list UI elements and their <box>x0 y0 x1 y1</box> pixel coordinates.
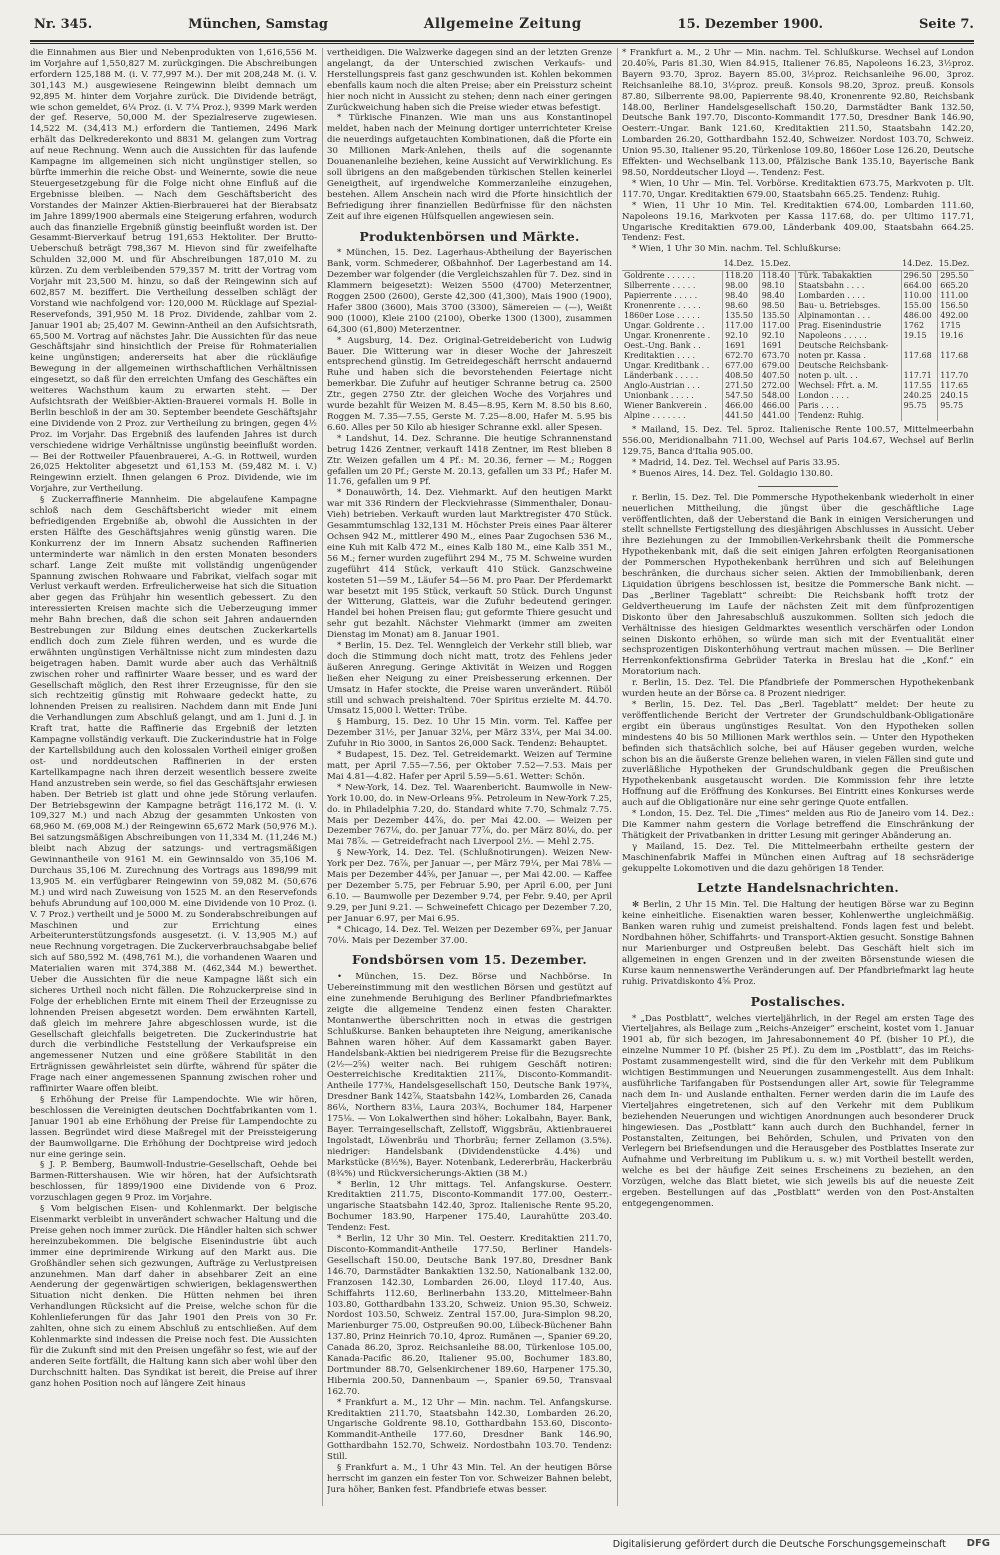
table-cell <box>901 341 938 351</box>
table-cell: Unionbank . . . . . <box>622 391 723 401</box>
bank-news: γ Mailand, 15. Dez. Tel. Die Mittelmeerbahn ertheilte gestern der Maschinenfabrik Maffei in München einen Auftrag auf 18 sechsräderige gekuppelte Lokomotiven und die dazu gehörigen 18 Tender. <box>622 841 974 874</box>
post-news: * „Das Postblatt“, welches vierteljährlich, in der Regel am ersten Tage des Vierteljahres, als Beilage zum „Reichs-Anzeiger“ erscheint, kostet vom 1. Januar 1901 ab, für sich bezogen, im Jahresabonnement 40 Pf. (bisher 10 Pf.), die einzelne Nummer 10 Pf. (bisher 25 Pf.). Zu dem im „Postblatt“, das im Reichs-Postamt zusammengestellt wird, sind die für den Verkehr mit dem Publikum wichtigen Bestimmungen und Neuerungen zusammengestellt. Aus dem Inhalt: ausführliche Tarifangaben für Postsendungen aller Art, sowie für Telegramme nach dem In- und Auslande enthalten. Ferner werden darin die im Laufe des Vierteljahres eingetretenen, sich auf den Verkehr mit dem Publikum beziehenden Neuerungen und wichtigen Anordnungen auch besonderer Druck hingewiesen. Das „Postblatt“ kann auch durch den Buchhandel, ferner in Postanstalten, Zeitungen, bei Behörden, Schulen, und Privaten von den Verlegern bei Briefsendungen und die Herausgeber des Postblattes Inserate zur Aufnahme und Verbreitung im Publikum u. s. w.) mit Vortheil bestellt werden, welche es bei der häufige Zeit seines Erscheinens zu beziehen, an den Vorzügen, welche das Blatt bietet, wie sich jeweils bis auf die neueste Zeit ergeben. Bestellungen auf das „Postblatt“ werden von den Post-Anstalten entgegengenommen. <box>622 1013 974 1209</box>
table-cell: 117.65 <box>940 381 969 391</box>
separator-rule <box>758 486 838 487</box>
article-paragraph: die Einnahmen aus Bier und Nebenprodukten von 1,616,556 M. im Vorjahre auf 1,550,827 M. zurückgingen. Die Abschreibungen erfordern 125,188 M. (i. V. 77,997 M.). Der mit 208,248 M. (i. V. 301,143 M.) ausgewiesene Reingewinn bleibt demnach um 92,895 M. hinter dem Vorjahre zurück. Die Dividende beträgt, wie schon gemeldet, 6¼ Proz. (i. V. 7¼ Proz.), 9399 Mark werden der gef. Reserve, 50,000 M. der Spezialreserve zugewiesen. 14,522 M. (34,413 M.) erfordern die Tantiemen, 2496 Mark erhält das Delkrederekonto und 8831 M. gelangen zum Vortrag auf neue Rechnung. Wenn auch die Aussichten für das laufende Kampagne im allgemeinen sich nicht ungünstiger stellen, so bürfte immerhin die reiche Obst- und Weinernte, sowie die neue Steuergesetzgebung für die Folge nicht ohne Einfluß auf die Ergebnisse bleiben. — Nach dem Geschäftsbericht des Vorstandes der Mainzer Aktien-Bierbrauerei hat der Bierabsatz im Jahre 1899/1900 abermals eine Steigerung erfahren, wodurch auch das finanzielle Ergebniß günstig beeinflußt worden ist. Der Gesammt-Bierverkauf betrug 191,653 Hektoliter. Der Brutto-Ueberschuß beträgt 798,367 M. Hievon sind für zweifelhafte Schulden 32,000 M. und für Abschreibungen 187,010 M. zu kürzen. Zu dem verbleibenden 579,357 M. tritt der Vortrag vom Vorjahr mit 23,500 M. hinzu, so daß der Reingewinn sich auf 602,857 M. beziffert. Die Vertheilung desselben schlägt der Vorstand wie nachfolgend vor: 120,000 M. Rücklage auf Spezial-Reservefonds, 391,950 M. 18 Proz. Dividende, zahlbar vom 2. Januar 1901 ab; 25,407 M. Gewinn-Antheil an den Aufsichtsrath, 65,500 M. Vortrag auf nächstes Jahr. Die Aussichten für das neue Geschäftsjahr sind hinsichtlich der Preise für Rohmaterialien keine ungünstigen; andererseits hat aber die rückläufige Bewegung in der allgemeinen wirthschaftlichen Verhältnissen eingesetzt, so daß für den erreichten Umfang des Geschäftes ein weiteres Wachsthum kaum zu erwarten steht. — Der Aufsichtsrath der Weißbier-Aktien-Brauerei vormals H. Bolle in Berlin beschloß in der am 30. September beendete Geschäftsjahr eine Dividende von 2 Proz. zur Vertheilung zu bringen, gegen 4½ Proz. im Vorjahr. Das Ergebniß des laufenden Jahres ist durch verschiedene widrige Verhältnisse ungünstig beeinflußt worden. — Bei der Rottweiler Pfauenbrauerei, A.-G. in Rottweil, wurden 26,025 Hektoliter abgesetzt und 61,153 M. (59,482 M. i. V.) Reingewinn erzielt. Ihnen gelangen 6 Proz. Dividende, wie im Vorjahre, zur Vertheilung. <box>30 48 317 495</box>
table-cell: 117.68 <box>901 351 938 361</box>
table-cell: Papierrente . . . . . <box>622 291 723 301</box>
table-cell: 677.00 <box>723 361 760 371</box>
table-cell: 548.00 <box>759 391 796 401</box>
table-cell: Goldrente . . . . . . <box>622 271 723 282</box>
table-cell: 98.10 <box>759 281 796 291</box>
table-cell: 296.50 <box>901 271 938 282</box>
table-header-cell <box>622 258 723 271</box>
table-cell: 441.50 <box>723 411 760 421</box>
table-cell: 98.00 <box>723 281 760 291</box>
table-row <box>622 401 974 411</box>
table-cell: 110.00 <box>901 291 938 301</box>
table-cell: 19.16 <box>940 331 964 341</box>
exchange-report: * Frankfurt a. M., 2 Uhr — Min. nachm. Tel. Schlußkurse. Wechsel auf London 20.40⅝, Paris 81.30, Wien 84.915, Italiener 76.85, Napoleons 16.23, 3½proz. Bayern 93.70, 3proz. Bayern 85.00, 3½proz. Reichsanleihe 96.00, 3proz. Reichsanleihe 88.10, 3½proz. preuß. Konsols 98.20, 3proz. preuß. Konsols 87.80, Silberrente 98.00, Papierrente 98.40, Kronenrente 92.80, Reichsbank 148.00, Berliner Handelsgesellschaft 150.20, Darmstädter Bank 132.50, Deutsche Bank 197.70, Disconto-Kommandit 177.50, Dresdner Bank 146.90, Oesterr.-Ungar. Bank 121.60, Kreditaktien 211.50, Staatsbahn 142.20, Lombarden 26.20, Gotthardbahn 152.40, Schweizer. Nordost 103.70, Schweiz. Union 95.30, Italiener 95.20, Türkenlose 109.80, 1860er Lose 126.20, Deutsche Effekten- und Wechselbank 113.00, Pfälzische Bank 135.10, Bayerische Bank 98.50, Norddeutscher Lloyd —. Tendenz: Fest. <box>622 48 974 178</box>
table-cell: 135.50 <box>723 311 760 321</box>
article-paragraph: § Zuckerraffinerie Mannheim. Die abgelaufene Kampagne schloß nach dem Geschäftsbericht wieder mit einem befriedigenden Ergebniße ab, obwohl die Aussichten in der ersten Hälfte des Geschäftsjahres wenig günstig waren. Die Konkurrenz der im Innern Absatz suchenden Raffinerien unterminderte war nämlich in den ersten Monaten besonders scharf. Lange Zeit mußte mit vollständig ungenügender Spannung zwischen Rohwaare und Fabrikat, vielfach sogar mit Verlust verkauft werden. Erfreulicherweise hat sich die Situation aber gegen das Frühjahr hin wesentlich gebessert. Zu den interessierten Kreisen machte sich die Ueberzeugung immer mehr Bahn brechen, daß die schon seit Jahren andauernden Bestrebungen zur Bildung eines deutschen Zuckerkartells endlich doch zum Ziele führen werden, und es wurde die erwähnten ungünstigen Verhältnisse nicht zum mindesten dazu beigetragen haben. Damit wurde aber auch das Verhältniß zwischen roher und raffinirter Waare besser, und es ward der Gesellschaft möglich, den Rest ihrer Erzeugnisse, für den sie sich rechtzeitig günstig mit Rohwaare gedeckt hatte, zu lohnenden Preisen zu realisiren. Nachdem dann mit Ende Juni die Verhandlungen zum Abschluß gelangt, und am 1. Juni d. J. in Kraft trat, hatte die Raffinerie das Ergebniß der letzten Kampagne vollständig verkauft. Die Zuckerindustrie hat in Folge der Kartellsbildung auch den kolossalen Vortheil einiger großen ost- und norddeutschen Raffinerien in der ersten Kartellkampagne nach ihren derzeit wesentlich bessere zweite Hand anzustreben sein werde, so fiel das Geschäftsjahr erwiesen haben. Der Betrieb ist glatt und ohne jede Störung verlaufen. Der Betriebsgewinn der Kampagne beträgt 116,172 M. (i. V. 109,327 M.) und nach Abzug der gesammten Unkosten von 68,960 M. (69,008 M.) der Reingewinn 65,672 Mark (50,976 M.). Bei satzungsmäßigen Abschreibungen von 11,334 M. (11,246 M.) bleibt nach Abzug der satzungs- und vertragsmäßigen Gewinnantheile von 9161 M. ein Gewinnsaldo von 35,106 M. Durchaus 35,106 M. Zurechnung des Vortrags aus 1898/99 mit 13,905 M. ein verfügbarer Reingewinn von 59,082 M. (50,676 M.) und wird nach Zuweisung von 1525 M. an den Reservefonds behufs Abrundung auf 100,000 M. eine Dividende von 10 Proz. (i. V. 7 Proz.) vertheilt und je 5000 M. zu Sonderabschreibungen auf Maschinen und zur Errichtung eines Arbeiterunterstützungsfonds ausgesetzt. (i. V. 13,905 M.) auf neue Rechnung vorgetragen. Die Zuckerverbrauchsabgabe belief sich auf 580,592 M. (498,761 M.), die vorhandenen Waaren und Materialien waren mit 374,388 M. (462,344 M.) bewerthet. Ueber die Aussichten für die neue Kampagne läßt sich ein sicheres Urtheil noch nicht fällen. Die Rohzuckerpreise sind in Folge der erheblichen Ernte mit einem Theil der Erzeugnisse zu lohnenden Preisen abgesetzt worden. Dem erwähnten Kartell, daß gleich im mehrere Jahre abgeschlossen wurde, ist die Gesellschaft gleichfalls beigetreten. Die Zuckerindustrie hat durch die verbindliche Feststellung der Verkaufspreise ein angemessener Nutzen und eine größere Stabilität in den Erträgnissen gewährleistet sein dürfte, während für später die Frage nach einer angemessenen Spannung zwischen roher und raffinirter Waare offen bleibt. <box>30 495 317 1095</box>
table-header-row <box>622 258 974 271</box>
table-cell: 240.25 <box>901 391 938 401</box>
table-cell: 98.40 <box>759 291 796 301</box>
dfg-logo: DFG <box>966 1538 990 1549</box>
market-report: * New-York, 14. Dez. Tel. Waarenbericht. Baumwolle in New-York 10.00, do. in New-Orleans 9⅝. Petroleum in New-York 7.25, do. in Philadelphia 7.20, do. Standard white 7.70, Schmalz 7.75. Mais per Dezember 44⅞, do. per Mai 42.00. — Weizen per Dezember 767⅛, do. per Januar 77⅞, do. per März 80⅛, do. per Mai 78⅞. — Getreidefracht nach Liverpool 2½. — Mehl 2.75. <box>327 782 612 848</box>
market-report: § Hamburg, 15. Dez. 10 Uhr 15 Min. vorm. Tel. Kaffee per Dezember 31½, per Januar 32⅛, per März 33¼, per Mai 34.00. Zufuhr in Rio 3000, in Santos 26,000 Sack. Tendenz: Behauptet. <box>327 717 612 750</box>
table-cell: 672.70 <box>723 351 760 361</box>
bank-news: r. Berlin, 15. Dez. Tel. Die Pfandbriefe der Pommerschen Hypothekenbank wurden heute an der Börse ca. 8 Prozent niedriger. <box>622 678 974 700</box>
table-cell: 156.50 <box>940 301 969 311</box>
table-cell: Alpinamontan . . . <box>796 311 901 321</box>
table-cell: Tendenz: Ruhig. <box>796 411 901 421</box>
table-cell: 407.50 <box>759 371 796 381</box>
table-cell: 441.00 <box>759 411 796 421</box>
table-cell: Kreditaktien . . . . <box>622 351 723 361</box>
table-header-cell: 14.Dez. <box>723 258 760 271</box>
column-divider <box>322 48 323 1506</box>
table-cell: Alpine . . . . . . . <box>622 411 723 421</box>
table-cell: 492.00 <box>940 311 969 321</box>
table-cell: Ungar. Goldrente . . <box>622 321 723 331</box>
table-cell: Anglo-Austrian . . . <box>622 381 723 391</box>
table-cell: Kronenrente . . . . . <box>622 301 723 311</box>
column-2 <box>327 48 612 1506</box>
table-row <box>622 371 974 381</box>
table-cell: Lombarden . . . . <box>796 291 901 301</box>
table-cell: Prag. Eisenindustrie <box>796 321 901 331</box>
market-report: § New-York, 14. Dez. Tel. (Schlußnotirungen). Weizen New-York per Dez. 76⅞, per Januar —, per März 79¼, per Mai 78⅛ — Mais per Dezember 44⅝, per Januar —, per Mai 42.00. — Kaffee per Dezember 5.75, per Februar 5.90, per April 6.00, per Juni 6.10. — Baumwolle per Dezember 9.74, per Febr. 9.40, per April 9.29, per Juni 9.21. — Schweinefett Chicago per Dezember 7.20, per Januar 6.97, per Mai 6.95. <box>327 848 612 924</box>
table-row <box>622 311 974 321</box>
digitization-footer <box>0 1534 1000 1555</box>
place-and-day: München, Samstag <box>188 17 328 32</box>
table-cell: Staatsbahn . . . . <box>796 281 901 291</box>
exchange-report: * Wien, 11 Uhr 10 Min. Tel. Kreditaktien 674.00, Lombarden 111.60, Napoleons 19.16, Markvoten per Kassa 117.68, do. per Ultimo 117.71, Ungarische Kreditaktien 679.00, Länderbank 409.00, Staatsbahn 664.25. Tendenz: Fest. <box>622 200 974 244</box>
table-header-cell: 14.Dez. <box>901 258 938 271</box>
table-cell: Napoleons . . . . . <box>796 331 901 341</box>
table-row <box>622 301 974 311</box>
table-cell: Deutsche Reichsbank- <box>796 341 901 351</box>
table-cell: 98.60 <box>723 301 760 311</box>
column-1 <box>30 48 317 1506</box>
funds-report: * Frankfurt a. M., 12 Uhr — Min. nachm. Tel. Anfangskurse. Kreditaktien 211.70, Staatsbahn 142.30, Lombarden 26.20, Ungarische Goldrente 98.10, Gotthardbahn 153.60, Disconto-Kommandit-Antheile 177.60, Dresdner Bank 146.90, Gotthardbahn 152.70, Schweiz. Nordostbahn 103.70. Tendenz: Still. <box>327 1397 612 1463</box>
exchange-report: * Mailand, 15. Dez. Tel. 5proz. Italienische Rente 100.57, Mittelmeerbahn 556.00, Meridionalbahn 711.00, Wechsel auf Paris 104.67, Wechsel auf Berlin 129.75, Banca d'Italia 905.00. <box>622 425 974 458</box>
table-cell: 117.68 <box>940 351 969 361</box>
column-divider <box>617 48 618 1506</box>
table-cell <box>901 361 938 371</box>
table-cell <box>938 411 974 421</box>
article-paragraph: * Türkische Finanzen. Wie man uns aus Konstantinopel meldet, haben nach der Meinung dortiger unterrichteter Kreise die neuerdings aufgetauchten Kombinationen, daß die Pforte ein 30 Millionen Mark-Anlehen, theils auf die sogenannte Douanenanleihe beziehen, keine Aussicht auf Verwirklichung. Es soll übrigens an den maßgebenden türkischen Stellen keinerlei Geneigtheit, auf irgendwelche Kommerzanleihe einzugehen, bestehen. Allem Anschein nach wird die Pforte hinsichtlich der Befriedigung ihrer finanziellen Bedürfnisse für den nächsten Zeit auf ihre eigenen Hülfsquellen angewiesen sein. <box>327 113 612 222</box>
table-cell: Deutsche Reichsbank- <box>796 361 901 371</box>
table-header-cell: 15.Dez. <box>759 258 796 271</box>
bank-news: * London, 15. Dez. Tel. Die „Times“ melden aus Rio de Janeiro vom 14. Dez.: Die Kammer nahm gestern die Vorlage betreffend die Einschränkung der Thätigkeit der Privatbanken in dritter Lesung mit geringer Abänderung an. <box>622 809 974 841</box>
table-row <box>622 381 974 391</box>
table-header-cell: 15.Dez. <box>938 258 974 271</box>
exchange-report: * Wien, 10 Uhr — Min. Tel. Vorbörse. Kreditaktien 673.75, Markvoten p. Ult. 117.70, Ungar. Kreditaktien 679.00, Staatsbahn 665.25. Tendenz: Ruhig. <box>622 178 974 200</box>
table-cell: 664.00 <box>901 281 938 291</box>
funds-report: * Berlin, 12 Uhr mittags. Tel. Anfangskurse. Oesterr. Kreditaktien 211.75, Disconto-Kommandit 177.00, Oesterr.-ungarische Staatsbahn 142.40, 3proz. Italienische Rente 95.20, Bochumer 183.90, Harpener 175.40, Laurahütte 203.40. Tendenz: Fest. <box>327 1179 612 1234</box>
bank-news: * Berlin, 15. Dez. Tel. Das „Berl. Tageblatt“ meldet: Der heute zu veröffentlichende Bericht der Vertreter der Grundschuldbank-Obligationäre ergibt ein überaus ungünstiges Resultat. Von den Hypotheken sollen mindestens 40 bis 50 Millionen Mark werthlos sein. — Unter den Hypotheken befinden sich thatsächlich solche, bei auf Häuser gegeben wurden, welche schon bis an die äußerste Grenze beliehen waren, in vielen Fällen sind gute und zuverläßliche Hypotheken der Grundschuldbank gegen die Preußischen Hypothekenbank ausgetauscht worden. Die Kommission fehr ihre letzte Hoffnung auf die Eröffnung des Konkurses. Bei Eintritt eines Konkurses werde auch auf die Obligationäre nur eine sehr geringe Quote entfallen. <box>622 699 974 809</box>
funds-report: • München, 15. Dez. Börse und Nachbörse. In Uebereinstimmung mit den westlichen Börsen und gestützt auf eine zunehmende Beruhigung des Berliner Pfandbriefmarktes zeigte die allgemeine Tendenz einen festen Charakter. Montanwerthe überschritten noch in etwas die gestrigen Schlußkurse. Banken behaupteten ihre Neigung, amerikanische Bahnen waren höher. Auf dem Kassamarkt gaben Bayer. Handelsbank-Aktien bei niedrigerem Preise für die Bezugsrechte (2½—2⅝) weiter nach. Bei ruhigem Geschäft notiren: Oesterreichische Kreditaktien 211⅞, Disconto-Kommandit-Antheile 177⅜, Handelsgesellschaft 150, Deutsche Bank 197¾, Dresdner Bank 142⅞, Staatsbahn 142¾, Lombarden 26, Canada 86⅛, Northern 83⅛, Laura 203¾, Bochumer 184, Harpener 175⅛. — Von Lokalwerthen sind höher: Lokalbahn, Bayer. Bank, Bayer. Terraingesellschaft, Zellstoff, Wiggsbräu, Aktienbrauerei Ingolstadt, Löwenbräu und Thorbräu; ferner Zellamon (3.5%). niedriger: Handelsbank (Dividendenstücke 4.4%) und Markstücke (8½%), Bayer. Notenbank, Ledererbräu, Hackerbräu (8¾%) und Rückversicherungs-Aktien (38 M.) <box>327 972 612 1179</box>
exchange-report: * Madrid, 14. Dez. Tel. Wechsel auf Paris 33.95. <box>632 457 840 468</box>
table-cell <box>938 361 974 371</box>
table-cell: 673.70 <box>759 351 796 361</box>
article-paragraph: § Erhöhung der Preise für Lampendochte. Wie wir hören, beschlossen die Vereinigten deutschen Dochtfabrikanten vom 1. Januar 1901 ab eine Erhöhung der Preise für Lampendochte zu lassen. Begründet wird diese Maßregel mit der Preissteigerung der Baumwollgarne. Die Erhöhung der Dochtpreise wird jedoch nur eine geringe sein. <box>30 1095 317 1160</box>
table-row <box>622 351 974 361</box>
article-paragraph: § Vom belgischen Eisen- und Kohlenmarkt. Der belgische Eisenmarkt verbleibt in unverändert schwacher Haltung und die Preise gehen noch immer zurück. Die Händler halten sich schwer hereinzubekommen. Die belgische Eisenindustrie übt auch immer eine deprimirende Wirkung auf den Markt aus. Die Großhändler sehen sich gezwungen, Aufträge zu Verlustpreisen anzunehmen. Man darf daher in absehbarer Zeit an eine Aenderung der gegenwärtigen schwierigen, beklagenswerthen Situation nicht denken. Die Hütten nehmen bei ihren Verhandlungen Rücksicht auf die Preise, welche schon für die Kohlenlieferungen für das Jahr 1901 den Preis von 30 Fr. zahlten, ohne sich zu einem Abschluß zu entschließen. Auf dem Kohlenmarkte sind indessen die Preise noch fest. Die Aussichten für die Zukunft sind mit den Preisen ungefähr so fest, wie auf der anderen Seite fortfällt, die Haltung kann sich aber wohl über den Durchschnitt halten. Das Syndikat ist bereit, die Preise auf ihrer ganz hohen Position noch auf längere Zeit hinaus <box>30 1204 317 1389</box>
market-report: * Budapest, 15. Dez. Tel. Getreidemarkt. Weizen auf Termine matt, per April 7.55—7.56, per Oktober 7.52—7.53. Mais per Mai 4.81—4.82. Hafer per April 5.59—5.61. Wetter: Schön. <box>327 750 612 782</box>
table-cell: 665.20 <box>940 281 969 291</box>
exchange-report: * Wien, 1 Uhr 30 Min. nachm. Tel. Schlußkurse: <box>632 244 842 255</box>
table-row <box>622 271 974 282</box>
funds-report: * Berlin, 12 Uhr 30 Min. Tel. Oesterr. Kreditaktien 211.70, Disconto-Kommandit-Antheile 177.50, Berliner Handels-Gesellschaft 150.00, Deutsche Bank 197.80, Dresdner Bank 146.70, Darmstädter Bankaktien 132.50, Nationalbank 132.00, Franzosen 142.30, Lombarden 26.00, Lloyd 117.40, Aus. Schiffahrts 112.60, Berlinerbahn 133.20, Mittelmeer-Bahn 103.80, Gotthardbahn 133.20, Schweiz. Union 95.30, Schweiz. Nordost 103.50, Schweiz. Zentral 157.00, Jura-Simplon 98.20, Marienburger 75.00, Ostpreußen 90.00, Lübeck-Büchener Bahn 137.80, Prinz Heinrich 70.10, 4proz. Rumänen —, Spanier 69.20, Canada 86.20, 3proz. Reichsanleihe 88.00, Türkenlose 105.00, Kanada-Pacific 86.20, Italiener 95.00, Bochumer 183.80, Dortmunder 88.70, Gelsenkirchener 189.60, Harpener 175.30, Hibernia 200.50, Dannenbaum —, Spanier 69.50, Transvaal 162.70. <box>327 1234 612 1397</box>
column-3 <box>622 48 974 1506</box>
table-cell: 117.00 <box>759 321 796 331</box>
vienna-closing-table <box>622 258 974 421</box>
bank-news: r. Berlin, 15. Dez. Tel. Die Pommersche Hypothekenbank wiederholt in einer neuerlichen Mittheilung, die jüngst über die geschäftliche Lage veröffentlichten, daß der Ueberstand die Bank in einigen Versicherungen und stellt schnellste Fertigstellung des diesjährigen Abschlusses in Aussicht. Ueber ihre Beziehungen zu der Immobilien-Verkehrsbank theilt die Pommersche Hypothekenbank mit, daß die seit einigen Jahren erfolgten Reorganisationen der Pommerschen Hypothekenbank herrühren und sich auf Beleihungen beschränken, die durchaus sicher seien. Aktien der Immobilienbank, deren Liquidation übrigens beschlossen ist, besitze die Pommersche Bank nicht. — Das „Berliner Tageblatt“ schreibt: Die Reichsbank hofft trotz der Geldvertheuerung im Laufe der nächsten Zeit mit dem fünfprozentigen Diskonto über den Jahresabschluß auszukommen. Sollten sich jedoch die Verhältnisse des hiesigen Geldmarktes wesentlich verschärfen oder London seinen Diskonto erhöhen, so würde man sich mit der Eventualität einer sechsprozentigen Diskonterhöhung vertraut machen müssen. — Die Berliner Herrenkonfektionsfirma Gebrüder Taterka in Breslau hat die „Konf.“ ein Moratorium nach. <box>622 492 974 678</box>
section-heading-post: Postalisches. <box>750 993 846 1009</box>
table-cell: Bau- u. Betriebsges. <box>796 301 901 311</box>
article-paragraph: § J. P. Bemberg, Baumwoll-Industrie-Gesellschaft, Oehde bei Barmen-Rittershausen. Wie wir hören, hat der Aufsichtsrath beschlossen, für 1899/1900 eine Dividende von 6 Proz. vorzuschlagen gegen 9 Proz. im Vorjahre. <box>30 1160 317 1204</box>
table-cell: Ungar. Kreditbank . . <box>622 361 723 371</box>
table-cell: Wiener Bankverein . <box>622 401 723 411</box>
funds-report: § Frankfurt a. M., 1 Uhr 43 Min. Tel. An der heutigen Börse herrscht im ganzen ein fester Ton vor. Schweizer Bahnen belebt, Jura höher, Banken fest. Pfandbriefe etwas besser. <box>327 1463 612 1495</box>
masthead <box>34 16 974 38</box>
table-cell: 117.71 <box>901 371 938 381</box>
market-report: * München, 15. Dez. Lagerhaus-Abtheilung der Bayerischen Bank, vorm. Schmederer, Oßbahnhof. Der Lagerbestand am 14. Dezember war folgender (die Vergleichszahlen für 7. Dez. sind in Klammern beigesetzt): Weizen 5500 (4700) Meterzentner, Roggen 2500 (2600), Gerste 42,300 (41,300), Mais 1900 (1900), Hafer 3800 (3600), Mais 3700 (3300), Sämereien — (—), Weißt 900 (1000), Kleie 2100 (2100), Oberke 1300 (1300), zusammen 64,300 (61,800) Meterzentner. <box>327 248 612 335</box>
table-cell: 1860er Lose . . . . . <box>622 311 723 321</box>
table-cell: 1691 <box>759 341 796 351</box>
table-cell: Länderbank . . . . . <box>622 371 723 381</box>
table-cell: Ungar. Kronenrente . <box>622 331 723 341</box>
section-heading-latest: Letzte Handelsnachrichten. <box>696 880 900 896</box>
table-cell: 1715 <box>940 321 961 331</box>
table-cell: 95.75 <box>940 401 964 411</box>
market-report: * Chicago, 14. Dez. Tel. Weizen per Dezember 69⅞, per Januar 70⅛. Mais per Dezember 37.00. <box>327 924 612 946</box>
table-cell: 272.00 <box>759 381 796 391</box>
table-cell: Oest.-Ung. Bank . . <box>622 341 723 351</box>
table-row <box>622 291 974 301</box>
table-cell: noten pr. Kassa . <box>796 351 901 361</box>
table-cell: 486.00 <box>901 311 938 321</box>
table-cell: 295.50 <box>940 271 969 281</box>
table-row <box>622 391 974 401</box>
table-cell <box>938 341 974 351</box>
table-cell: 679.00 <box>759 361 796 371</box>
table-cell: 117.00 <box>723 321 760 331</box>
table-cell: Paris . . . . <box>796 401 901 411</box>
market-report: * Berlin, 15. Dez. Tel. Wenngleich der Verkehr still blieb, war doch die Stimmung doch nicht matt, trotz des Fehlens jeder äußeren Anregung. Geringe Aktivität in Weizen und Roggen ließen eher Neigung zu einer Preisbesserung erkennen. Der Umsatz in Hafer stockte, die Preise waren unverändert. Rüböl still und schwach preishaltend. 70er Spiritus erzielte M. 44.70. Umsatz 15,000 l. Wetter: Trübe. <box>327 641 612 717</box>
table-cell: noten p. ult. . . <box>796 371 901 381</box>
newspaper-title: Allgemeine Zeitung <box>423 16 582 32</box>
table-cell: 240.15 <box>940 391 969 401</box>
table-cell: 135.50 <box>759 311 796 321</box>
issue-date: 15. Dezember 1900. <box>677 17 824 32</box>
market-report: * Landshut, 14. Dez. Schranne. Die heutige Schrannenstand betrug 1426 Zentner, verkauft 1418 Zentner, im Rest blieben 8 Ztr. Weizen gefallen um 4 Pf.: M. 20.36, ferner — M.; Roggen gefallen um 20 Pf.; Gerste M. 20.13, gefallen um 33 Pf.; Hafer M. 11.76, gefallen um 9 Pf. <box>327 433 612 488</box>
table-cell: Wechsel: Ffrt. a. M. <box>796 381 901 391</box>
table-cell: 98.40 <box>723 291 760 301</box>
table-cell: 95.75 <box>901 401 938 411</box>
table-row <box>622 281 974 291</box>
table-cell: 466.00 <box>759 401 796 411</box>
article-paragraph: vertheidigen. Die Walzwerke dagegen sind an der letzten Grenze angelangt, da der Unterschied zwischen Verkaufs- und Herstellungspreis fast ganz geschwunden ist. Kohlen bekommen ebenfalls kaum noch die alten Preise; aber ein Preissturz scheint hier noch nicht in Aussicht zu stehen; denn nach einer geringen Zurückweichung haben sich die Preise wieder etwas befestigt. <box>327 48 612 113</box>
table-row <box>622 321 974 331</box>
table-cell <box>901 411 938 421</box>
table-cell: 466.00 <box>723 401 760 411</box>
table-cell: 1691 <box>723 341 760 351</box>
table-row <box>622 411 974 421</box>
table-cell: 408.50 <box>723 371 760 381</box>
table-cell: 271.50 <box>723 381 760 391</box>
section-heading-funds: Fondsbörsen vom 15. Dezember. <box>351 952 588 968</box>
table-row <box>622 361 974 371</box>
table-cell: 118.40 <box>759 271 796 282</box>
table-cell: Türk. Tabakaktien <box>796 271 901 282</box>
table-row <box>622 341 974 351</box>
table-header-cell <box>796 258 901 271</box>
latest-news: ✻ Berlin, 2 Uhr 15 Min. Tel. Die Haltung der heutigen Börse war zu Beginn keine einheitliche. Eisenaktien waren besser, Kohlenwerthe ungleichmäßig. Banken waren ruhig und zumeist preishaltend. Fonds lagen fest und belebt. Nordbahnen höher, Schiffahrts- und Transport-Aktien gesucht. Sonstige Bahnen nur Marienburger und Ostpreußen belebt. Das Geschäft hielt sich im allgemeinen in engen Grenzen und in der zweiten Börsenstunde wiesen die Kurse kaum nennenswerthe Veränderungen auf. Der Pfandbriefmarkt lag heute ruhig. Privatdiskonto 4⅝ Proz. <box>622 900 974 987</box>
table-cell: 1762 <box>901 321 938 331</box>
table-cell: 111.00 <box>940 291 969 301</box>
table-cell: 92.10 <box>723 331 760 341</box>
section-heading-markets: Produktenbörsen und Märkte. <box>359 228 580 244</box>
market-report: * Donauwörth, 14. Dez. Viehmarkt. Auf den heutigen Markt war mit 336 Rindern der Fleckviehrasse (Simmenthaler, Donau-Vieh) betrieben. Verkauft wurden laut Marktregister 470 Stück. Gesammtumschlag 132,131 M. Höchster Preis eines Paar älterer Ochsen 942 M., mittlerer 490 M., eines Paar Zugochsen 536 M., eine Kuh mit Kalb 472 M., eines Kalb 180 M., eine Kalb 351 M., 56 M.; ferner wurden zugeführt 294 M., 75 M. Schweine wurden zugeführt 414 Stück, verkauft 410 Stück. Ganzschweine kosteten 51—59 M., Läufer 54—56 M. pro Paar. Der Pferdemarkt war besetzt mit 195 Stück, verkauft 50 Stück. Durch Ungunst der Witterung, Glatteis, war die Zufuhr bedeutend geringer. Handel bei hohen Preisen flau; gut geformte Thiere gesucht und sehr gut bezahlt. Nächster Viehmarkt (immer am zweiten Dienstag im Monat) am 8. Januar 1901. <box>327 488 612 641</box>
table-cell: 155.00 <box>901 301 938 311</box>
table-cell: 547.50 <box>723 391 760 401</box>
table-cell: 117.70 <box>940 371 969 381</box>
market-report: * Augsburg, 14. Dez. Original-Getreidebericht von Ludwig Bauer. Die Witterung war in dieser Woche der Jahreszeit entsprechend günstig. Im Getreidegeschäft herrscht andauernd Ruhe und haben sich die bevorstehenden Feiertage nicht bemerkbar. Die Zufuhr auf heutiger Schranne betrug ca. 2500 Ztr., gegen 2750 Ztr. der gleichen Woche des Vorjahres und wurde bezahlt für Weizen M. 8.45—8.95, Kern M. 8.50 bis 8.60, Roggen M. 7.35—7.55, Gerste M. 7.25—8.00, Hafer M. 5.95 bis 6.60. Alles per 50 Kilo ab hiesiger Schranne exkl. aller Spesen. <box>327 335 612 433</box>
exchange-report: * Buenos Aires, 14. Dez. Tel. Goldagio 130.80. <box>632 468 833 479</box>
table-cell: 118.20 <box>723 271 760 282</box>
table-cell: Silberrente . . . . . <box>622 281 723 291</box>
funding-credit: Digitalisierung gefördert durch die Deutsche Forschungsgemeinschaft <box>612 1539 946 1550</box>
table-cell: 98.50 <box>759 301 796 311</box>
page-number: Seite 7. <box>918 17 974 32</box>
table-row <box>622 331 974 341</box>
issue-number: Nr. 345. <box>34 17 93 32</box>
masthead-rule-thin <box>30 43 974 44</box>
table-body <box>622 271 974 422</box>
table-cell: 92.10 <box>759 331 796 341</box>
masthead-rule <box>30 40 974 42</box>
table-cell: 19.15 <box>901 331 938 341</box>
table-cell: 117.55 <box>901 381 938 391</box>
table-cell: London . . . . <box>796 391 901 401</box>
